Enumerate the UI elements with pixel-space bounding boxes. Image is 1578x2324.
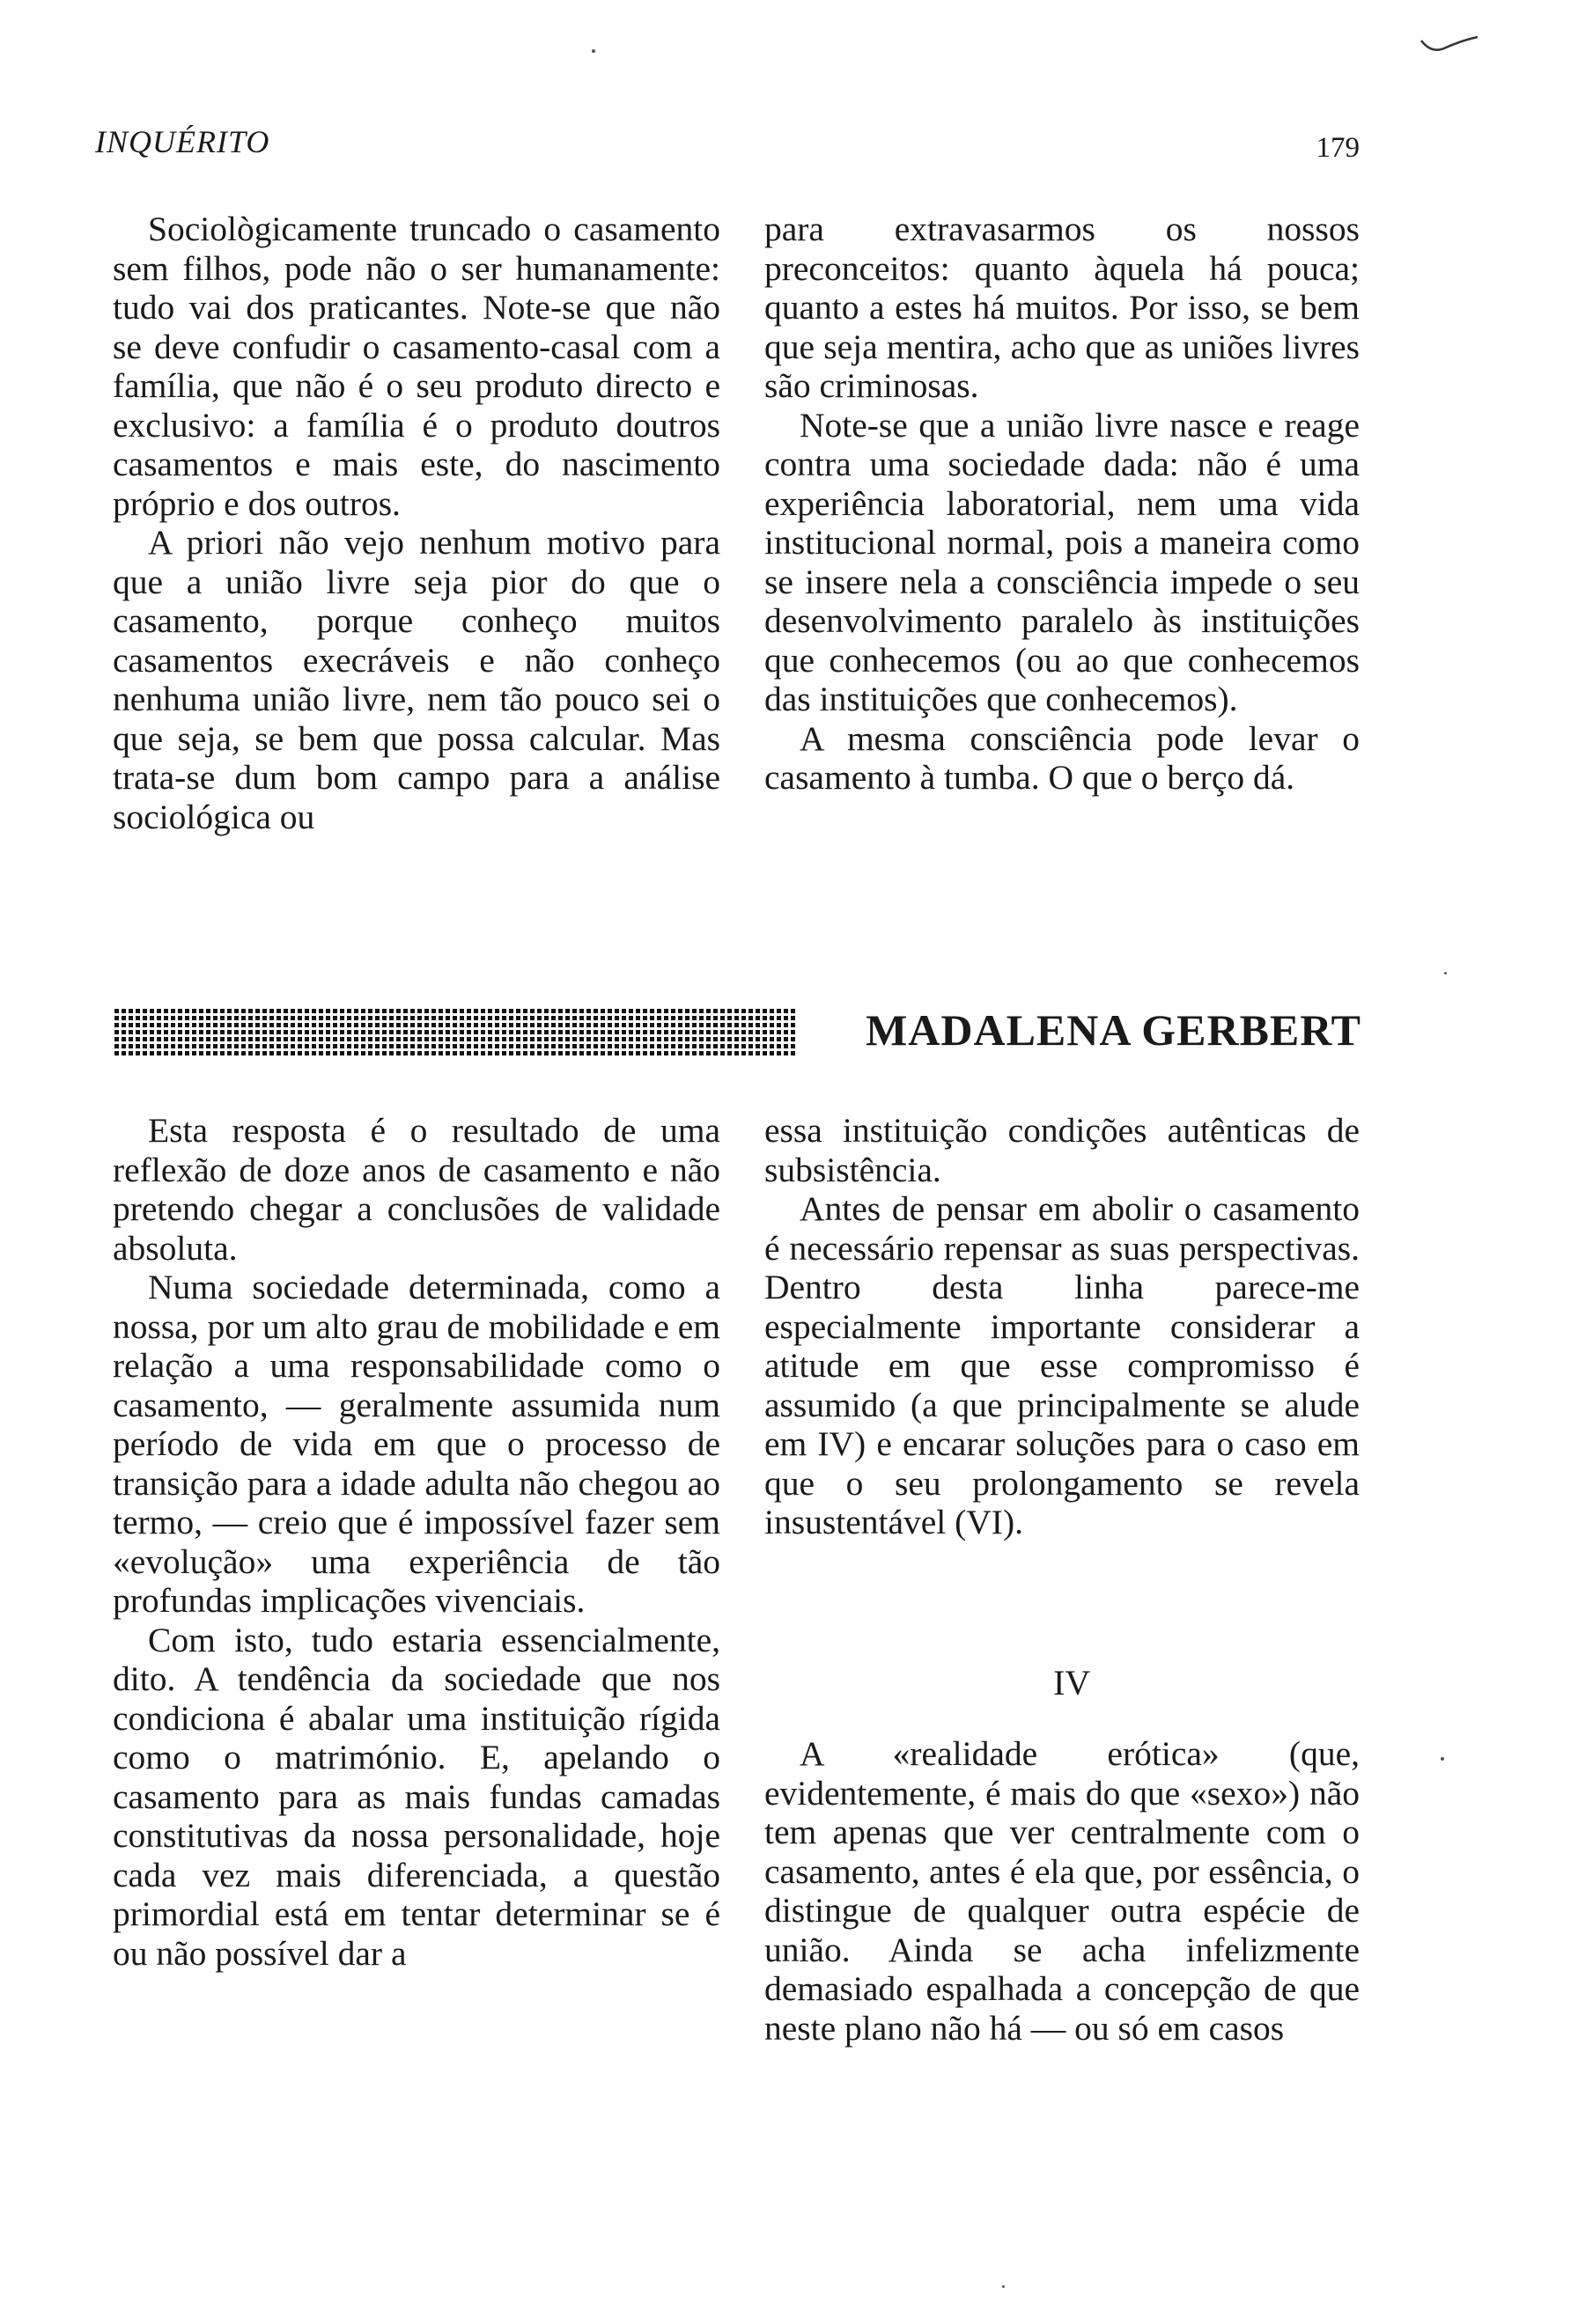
- top-right-column: [764, 210, 1360, 798]
- paragraph: essa instituição condições autênticas de subsistência.: [764, 1111, 1360, 1189]
- top-left-column: [113, 210, 720, 836]
- paper-speck: [592, 49, 595, 53]
- paragraph: Numa sociedade determinada, como a nossa, por um alto grau de mobilidade e em relação a uma responsabilidade como o casamento, — geralmente assumida num período de vida em que o processo de transição para a idade adulta não chegou ao termo, — creio que é impossível fazer sem «evolução» uma experiência de tão profundas implicações vivenciais.: [113, 1268, 720, 1620]
- author-name: MADALENA GERBERT: [866, 1005, 1361, 1055]
- paper-speck: [1002, 2285, 1005, 2288]
- paragraph: A «realidade erótica» (que, evidentemente, é mais do que «sexo») não tem apenas que ver centralmente com o casamento, antes é ela que, por essência, o distingue de qualquer outra espécie de união. Ainda se acha infelizmente demasiado espalhada a concepção de que neste plano não há — ou só em casos: [764, 1734, 1360, 2048]
- paragraph: Esta resposta é o resultado de uma reflexão de doze anos de casamento e não pretendo chegar a conclusões de validade absoluta.: [113, 1111, 720, 1268]
- bottom-right-column: [764, 1111, 1360, 1542]
- bottom-left-column: [113, 1111, 720, 1973]
- paragraph: A priori não vejo nenhum motivo para que a união livre seja pior do que o casamento, porque conheço muitos casamentos execráveis e não conheço nenhuma união livre, nem tão pouco sei o que seja, se bem que possa calcular. Mas trata-se dum bom campo para a análise sociológica ou: [113, 523, 720, 836]
- paragraph: Com isto, tudo estaria essencialmente, dito. A tendência da sociedade que nos condiciona é abalar uma instituição rígida como o matrimónio. E, apelando o casamento para as mais fundas camadas constitutivas da nossa personalidade, hoje cada vez mais diferenciada, a questão primordial está em tentar determinar se é ou não possível dar a: [113, 1620, 720, 1973]
- paper-speck: [1444, 972, 1447, 974]
- paragraph: para extravasarmos os nossos preconceitos: quanto àquela há pouca; quanto a estes há muitos. Por isso, se bem que seja mentira, acho que as uniões livres são criminosas.: [764, 210, 1360, 405]
- paragraph: Sociològicamente truncado o casamento sem filhos, pode não o ser humanamente: tudo vai dos praticantes. Note-se que não se deve confudir o casamento-casal com a família, que não é o seu produto directo e exclusivo: a família é o produto doutros casamentos e mais este, do nascimento próprio e dos outros.: [113, 210, 720, 523]
- paragraph: A mesma consciência pode levar o casamento à tumba. O que o berço dá.: [764, 718, 1360, 797]
- page-number: 179: [1316, 132, 1360, 164]
- running-title: INQUÉRITO: [95, 124, 270, 159]
- pen-mark: [1419, 33, 1481, 60]
- paragraph: Antes de pensar em abolir o casamento é necessário repensar as suas perspectivas. Dentro desta linha parece-me especialmente importante considerar a atitude em que esse compromisso é assumido (a que principalmente se alude em IV) e encarar soluções para o caso em que o seu prolongamento se revela insustentável (VI).: [764, 1189, 1360, 1541]
- paper-speck: [1441, 1757, 1444, 1761]
- section-heading: [114, 1000, 1361, 1060]
- paragraph: Note-se que a união livre nasce e reage contra uma sociedade dada: não é uma experiência laboratorial, nem uma vida institucional normal, pois a maneira como se insere nela a consciência impede o seu desenvolvimento paralelo às instituições que conhecemos (ou ao que conhecemos das instituições que conhecemos).: [764, 405, 1360, 718]
- section-numeral: IV: [1053, 1663, 1091, 1703]
- section-iv-column: [764, 1734, 1360, 2048]
- decorative-pattern-rule: [114, 1009, 798, 1058]
